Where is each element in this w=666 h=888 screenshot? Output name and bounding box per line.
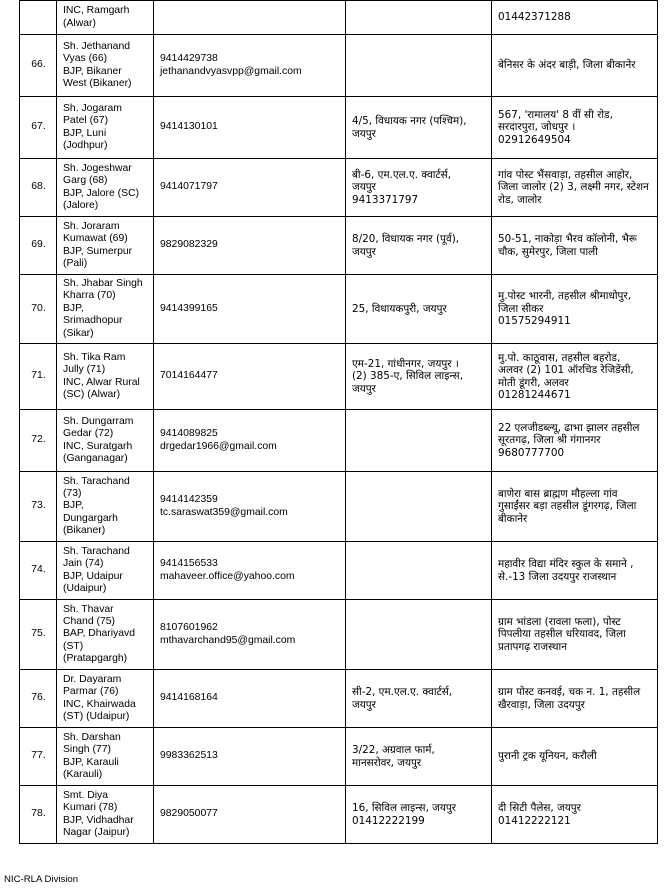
- members-table: [19, 0, 658, 844]
- member-name: Sh. Thavar Chand (75) BAP, Dhariyavd (ST) (Pratapgargh): [57, 600, 154, 670]
- member-name: Smt. Diya Kumari (78) BJP, Vidhadhar Nagar (Jaipur): [57, 786, 154, 844]
- email-address[interactable]: mahaveer.office@yahoo.com: [160, 570, 295, 582]
- member-name: Sh. Tarachand (73) BJP, Dungargarh (Bikaner): [57, 472, 154, 542]
- members-table-body: [20, 1, 658, 844]
- serial-number: 68.: [20, 159, 57, 217]
- table-row: [20, 410, 658, 472]
- residence-address: एम-21, गांधीनगर, जयपुर । (2) 385-ए, सिविल लाइन्स, जयपुर: [346, 344, 492, 410]
- table-row: [20, 728, 658, 786]
- permanent-address: मु.पो. काठूवास, तहसील बहरोड, अलवर (2) 101 ऑरचिड रेजिडेंसी, मोती डूंगरी, अलवर 01281244671: [492, 344, 658, 410]
- contact-cell: [154, 159, 346, 217]
- table-row: [20, 97, 658, 159]
- residence-address: 4/5, विधायक नगर (पश्चिम), जयपुर: [346, 97, 492, 159]
- member-name: Sh. Darshan Singh (77) BJP, Karauli (Karauli): [57, 728, 154, 786]
- serial-number: 78.: [20, 786, 57, 844]
- serial-number: 75.: [20, 600, 57, 670]
- member-name: Sh. Jethanand Vyas (66) BJP, Bikaner West (Bikaner): [57, 35, 154, 97]
- residence-address: 16, सिविल लाइन्स, जयपुर 01412222199: [346, 786, 492, 844]
- serial-number: [20, 1, 57, 35]
- phone-number: 9414130101: [160, 121, 218, 133]
- contact-cell: [154, 35, 346, 97]
- permanent-address: बाणेरा बास ब्राह्मण मौहल्ला गांव गुसाईंसर बड़ा तहसील डूंगरगढ़, जिला बीकानेर: [492, 472, 658, 542]
- phone-number: 9414429738: [160, 53, 218, 65]
- member-name: INC, Ramgarh (Alwar): [57, 1, 154, 35]
- contact-cell: [154, 600, 346, 670]
- serial-number: 70.: [20, 275, 57, 344]
- phone-number: 8107601962: [160, 622, 218, 634]
- member-name: Dr. Dayaram Parmar (76) INC, Khairwada (ST) (Udaipur): [57, 670, 154, 728]
- table-row: [20, 1, 658, 35]
- contact-cell: [154, 472, 346, 542]
- table-row: [20, 670, 658, 728]
- member-name: Sh. Tika Ram Jully (71) INC, Alwar Rural (SC) (Alwar): [57, 344, 154, 410]
- table-row: [20, 600, 658, 670]
- member-name: Sh. Dungarram Gedar (72) INC, Suratgarh (Ganganagar): [57, 410, 154, 472]
- serial-number: 74.: [20, 542, 57, 600]
- phone-number: 9414089825: [160, 428, 218, 440]
- residence-address: सी-2, एम.एल.ए. क्वार्टर्स, जयपुर: [346, 670, 492, 728]
- contact-cell: [154, 670, 346, 728]
- contact-cell: [154, 786, 346, 844]
- serial-number: 71.: [20, 344, 57, 410]
- serial-number: 69.: [20, 217, 57, 275]
- phone-number: 9983362513: [160, 750, 218, 762]
- permanent-address: पुरानी ट्रक यूनियन, करौली: [492, 728, 658, 786]
- permanent-address: ग्राम भांडला (रावला फला), पोस्ट पिपलीया तहसील धरियावद, जिला प्रतापगढ़ राजस्थान: [492, 600, 658, 670]
- table-row: [20, 472, 658, 542]
- residence-address: 3/22, अग्रवाल फार्म, मानसरोवर, जयपुर: [346, 728, 492, 786]
- member-name: Sh. Jogaram Patel (67) BJP, Luni (Jodhpur): [57, 97, 154, 159]
- residence-address: [346, 600, 492, 670]
- table-row: [20, 786, 658, 844]
- member-name: Sh. Joraram Kumawat (69) BJP, Sumerpur (Pali): [57, 217, 154, 275]
- permanent-address: 50-51, नाकोड़ा भैरव कॉलोनी, भैरू चौक, सुमेरपुर, जिला पाली: [492, 217, 658, 275]
- email-address[interactable]: jethanandvyasvpp@gmail.com: [160, 65, 302, 77]
- serial-number: 76.: [20, 670, 57, 728]
- permanent-address: 01442371288: [492, 1, 658, 35]
- residence-address: [346, 410, 492, 472]
- member-name: Sh. Tarachand Jain (74) BJP, Udaipur (Udaipur): [57, 542, 154, 600]
- table-row: [20, 542, 658, 600]
- table-row: [20, 275, 658, 344]
- permanent-address: 22 एलजीडब्ल्यू, ढाभा झालर तहसील सूरतगढ़, जिला श्री गंगानगर 9680777700: [492, 410, 658, 472]
- phone-number: 9829050077: [160, 808, 218, 820]
- serial-number: 66.: [20, 35, 57, 97]
- contact-cell: [154, 410, 346, 472]
- email-address[interactable]: tc.saraswat359@gmail.com: [160, 506, 288, 518]
- residence-address: [346, 542, 492, 600]
- residence-address: 8/20, विधायक नगर (पूर्व), जयपुर: [346, 217, 492, 275]
- member-name: Sh. Jhabar Singh Kharra (70) BJP, Srimadhopur (Sikar): [57, 275, 154, 344]
- serial-number: 73.: [20, 472, 57, 542]
- phone-number: 9414168164: [160, 692, 218, 704]
- table-row: [20, 217, 658, 275]
- contact-cell: [154, 728, 346, 786]
- member-name: Sh. Jogeshwar Garg (68) BJP, Jalore (SC) (Jalore): [57, 159, 154, 217]
- residence-address: [346, 472, 492, 542]
- table-row: [20, 344, 658, 410]
- permanent-address: दी सिटी पैलेस, जयपुर 01412222121: [492, 786, 658, 844]
- phone-number: 7014164477: [160, 370, 218, 382]
- serial-number: 77.: [20, 728, 57, 786]
- phone-number: 9829082329: [160, 239, 218, 251]
- serial-number: 67.: [20, 97, 57, 159]
- permanent-address: ग्राम पोस्ट कनवई, चक न. 1, तहसील खैरवाड़ा, जिला उदयपुर: [492, 670, 658, 728]
- permanent-address: मु.पोस्ट भारनी, तहसील श्रीमाधोपुर, जिला सीकर 01575294911: [492, 275, 658, 344]
- residence-address: [346, 1, 492, 35]
- contact-cell: [154, 97, 346, 159]
- phone-number: 9414071797: [160, 181, 218, 193]
- contact-cell: [154, 1, 346, 35]
- residence-address: बी-6, एम.एल.ए. क्वार्टर्स, जयपुर 9413371797: [346, 159, 492, 217]
- phone-number: 9414399165: [160, 302, 218, 314]
- phone-number: 9414156533: [160, 558, 218, 570]
- contact-cell: [154, 344, 346, 410]
- serial-number: 72.: [20, 410, 57, 472]
- contact-cell: [154, 217, 346, 275]
- table-row: [20, 35, 658, 97]
- email-address[interactable]: mthavarchand95@gmail.com: [160, 634, 296, 646]
- table-row: [20, 159, 658, 217]
- residence-address: 25, विधायकपुरी, जयपुर: [346, 275, 492, 344]
- footer-division: NIC-RLA Division: [4, 874, 79, 885]
- contact-cell: [154, 542, 346, 600]
- email-address[interactable]: drgedar1966@gmail.com: [160, 440, 277, 452]
- permanent-address: बेनिसर के अंदर बाड़ी, जिला बीकानेर: [492, 35, 658, 97]
- phone-number: 9414142359: [160, 494, 218, 506]
- residence-address: [346, 35, 492, 97]
- permanent-address: 567, 'रामालय' 8 वीं सी रोड, सरदारपुरा, जोधपुर । 02912649504: [492, 97, 658, 159]
- permanent-address: महावीर विद्या मंदिर स्कुल के समाने , से.-13 जिला उदयपुर राजस्थान: [492, 542, 658, 600]
- permanent-address: गांव पोस्ट भैंसवाड़ा, तहसील आहोर, जिला जालोर (2) 3, लक्ष्मी नगर, स्टेशन रोड, जालोर: [492, 159, 658, 217]
- contact-cell: [154, 275, 346, 344]
